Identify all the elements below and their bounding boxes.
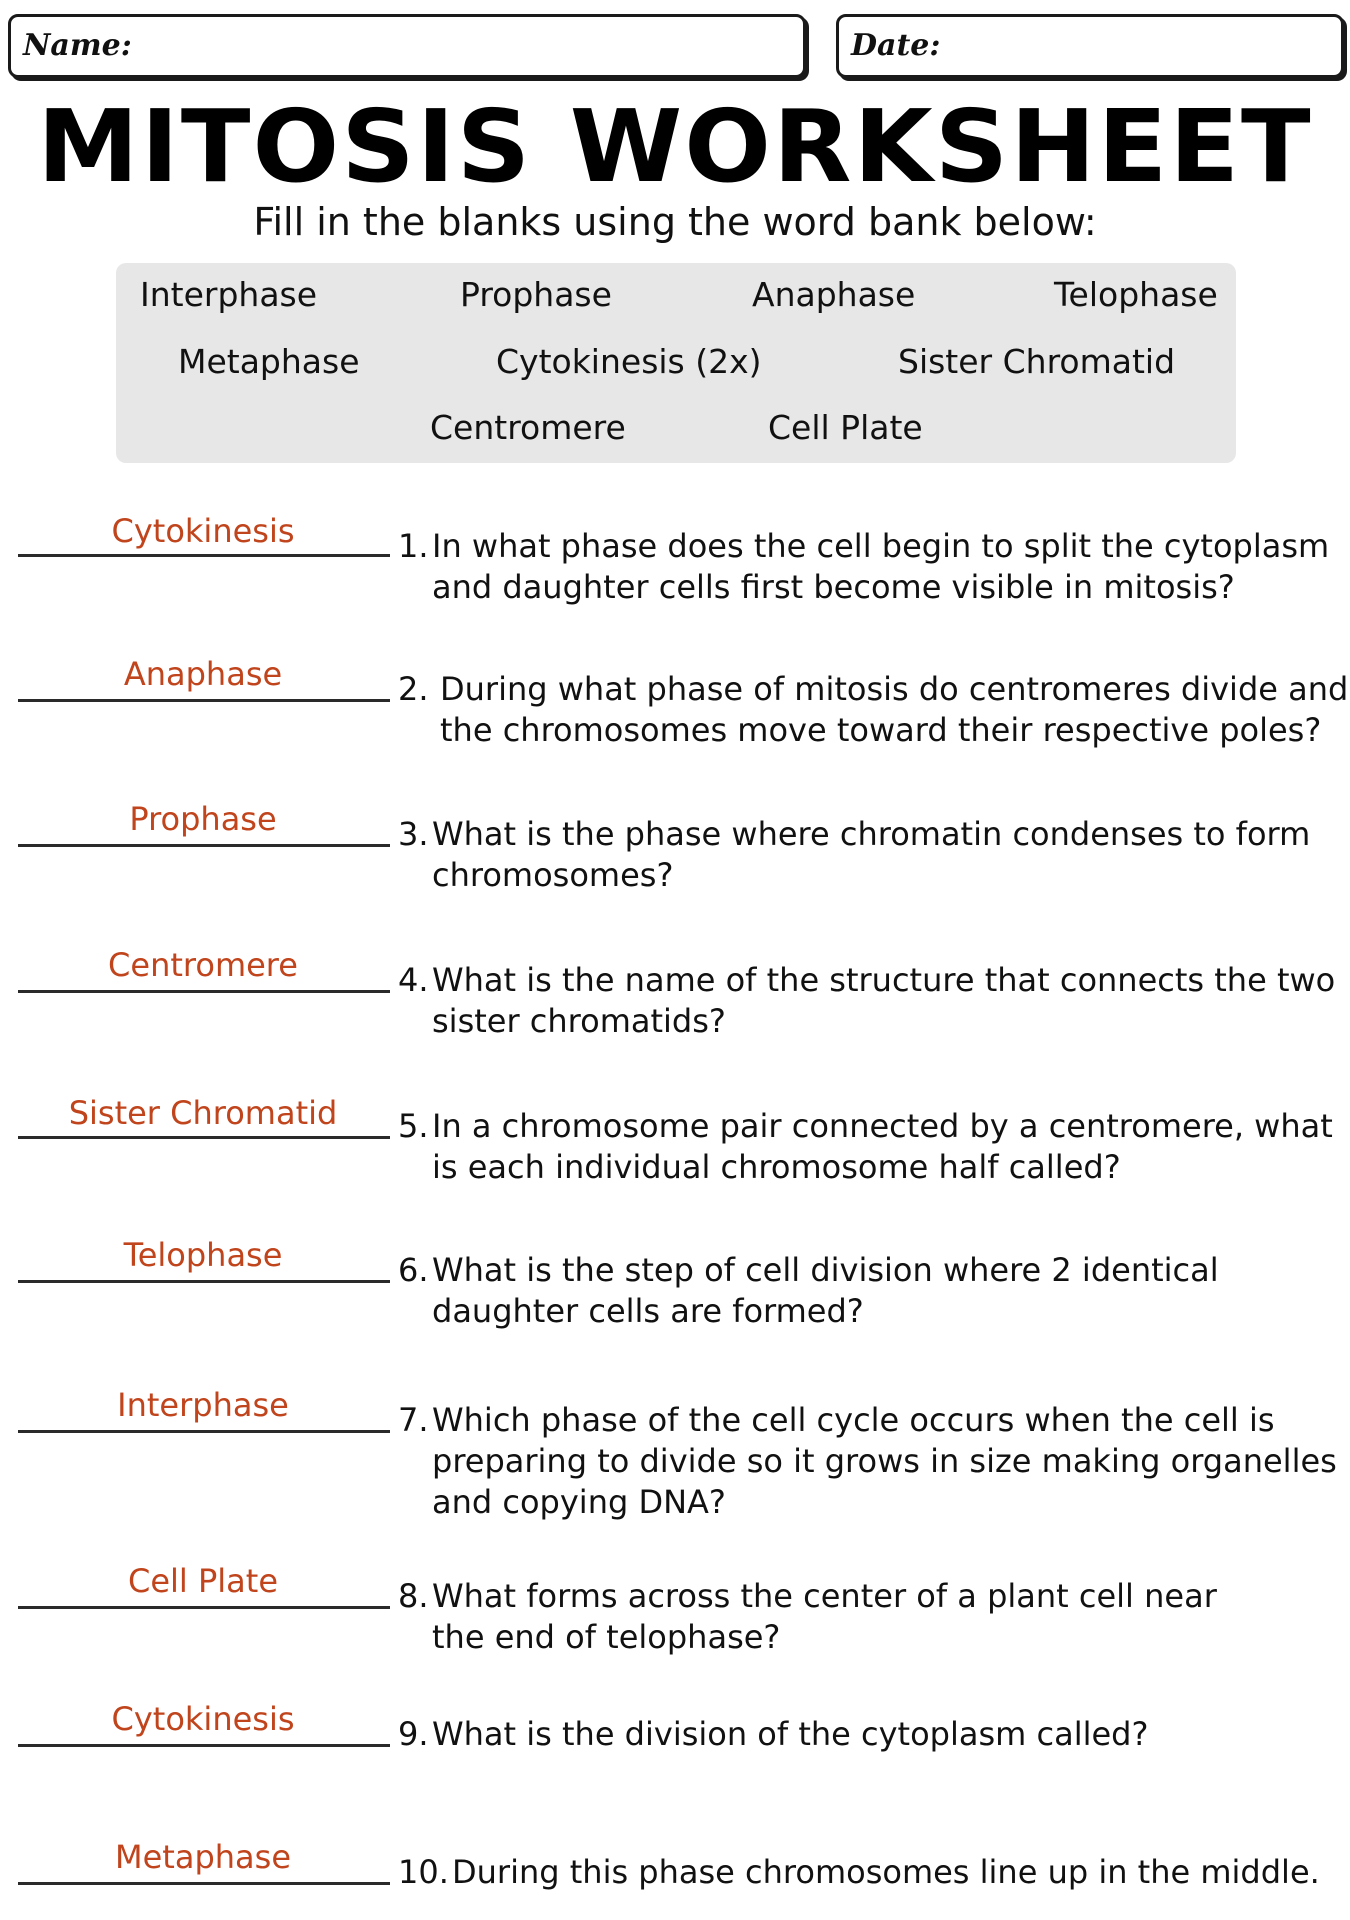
word-bank-item: Anaphase [752, 275, 916, 314]
word-bank-item: Interphase [140, 275, 318, 314]
word-bank-item: Telophase [1054, 275, 1218, 314]
question-number: 4. [398, 961, 429, 999]
word-bank-item: Cytokinesis (2x) [496, 342, 762, 381]
page-title: MITOSIS WORKSHEET [37, 88, 1313, 205]
question-text [432, 814, 1337, 896]
name-field[interactable] [8, 14, 806, 78]
answer-text[interactable]: Cytokinesis [111, 1700, 295, 1738]
question-text [432, 1400, 1337, 1523]
question-line: chromosomes? [432, 856, 674, 894]
word-bank-item: Sister Chromatid [898, 342, 1176, 381]
answer-text[interactable]: Metaphase [114, 1838, 291, 1876]
name-label: Name: [23, 28, 132, 63]
question-line: and daughter cells first become visible in mitosis? [432, 568, 1235, 606]
question-line: What is the division of the cytoplasm called? [432, 1715, 1149, 1753]
question-text [432, 1250, 1337, 1332]
question-line: In a chromosome pair connected by a centromere, what [432, 1107, 1333, 1145]
question-number: 3. [398, 815, 429, 853]
word-bank-item: Metaphase [178, 342, 360, 381]
question-line: During what phase of mitosis do centromeres divide and [440, 670, 1349, 708]
word-bank [116, 263, 1236, 463]
answer-blank[interactable] [18, 699, 390, 702]
word-bank-item: Cell Plate [768, 408, 923, 447]
answer-text[interactable]: Cell Plate [127, 1562, 278, 1600]
answer-blank[interactable] [18, 1280, 390, 1283]
answer-blank[interactable] [18, 990, 390, 993]
answer-blank[interactable] [18, 1744, 390, 1747]
answer-blank[interactable] [18, 844, 390, 847]
question-line: preparing to divide so it grows in size making organelles and copying DNA? [432, 1442, 1337, 1521]
date-field[interactable] [836, 14, 1344, 78]
answer-text[interactable]: Telophase [123, 1236, 283, 1274]
answer-blank[interactable] [18, 1606, 390, 1609]
answer-text[interactable]: Anaphase [123, 655, 283, 693]
question-number: 6. [398, 1251, 429, 1289]
question-line: What is the step of cell division where 2 identical [432, 1251, 1219, 1289]
question-text [432, 526, 1337, 608]
word-bank-item: Prophase [460, 275, 612, 314]
question-number: 5. [398, 1107, 429, 1145]
question-line: sister chromatids? [432, 1002, 726, 1040]
question-text [440, 669, 1349, 751]
question-line: In what phase does the cell begin to split the cytoplasm [432, 527, 1330, 565]
question-line: Which phase of the cell cycle occurs when the cell is [432, 1401, 1275, 1439]
question-line: During this phase chromosomes line up in the middle. [452, 1853, 1320, 1891]
question-number: 2. [398, 670, 429, 708]
question-text [432, 1106, 1337, 1188]
word-bank-item: Centromere [430, 408, 626, 447]
question-line: What is the phase where chromatin condenses to form [432, 815, 1311, 853]
question-number: 1. [398, 527, 429, 565]
question-text [432, 1576, 1337, 1658]
answer-blank[interactable] [18, 1882, 390, 1885]
answer-blank[interactable] [18, 554, 390, 557]
question-number: 9. [398, 1715, 429, 1753]
question-text [432, 960, 1337, 1042]
answer-blank[interactable] [18, 1136, 390, 1139]
question-line: the end of telophase? [432, 1618, 781, 1656]
instructions: Fill in the blanks using the word bank below: [253, 200, 1097, 244]
question-line: daughter cells are formed? [432, 1292, 864, 1330]
answer-blank[interactable] [18, 1430, 390, 1433]
question-line: What is the name of the structure that connects the two [432, 961, 1336, 999]
answer-text[interactable]: Prophase [129, 800, 277, 838]
question-number: 8. [398, 1577, 429, 1615]
question-line: the chromosomes move toward their respective poles? [440, 711, 1322, 749]
date-label: Date: [851, 28, 941, 63]
question-line: is each individual chromosome half called? [432, 1148, 1121, 1186]
answer-text[interactable]: Cytokinesis [111, 512, 295, 550]
answer-text[interactable]: Centromere [108, 946, 298, 984]
answer-text[interactable]: Interphase [117, 1386, 289, 1424]
question-number: 10. [398, 1853, 449, 1891]
answer-text[interactable]: Sister Chromatid [68, 1094, 338, 1132]
question-text [432, 1714, 1337, 1755]
question-text [452, 1852, 1350, 1893]
question-line: What forms across the center of a plant cell near [432, 1577, 1217, 1615]
question-number: 7. [398, 1401, 429, 1439]
